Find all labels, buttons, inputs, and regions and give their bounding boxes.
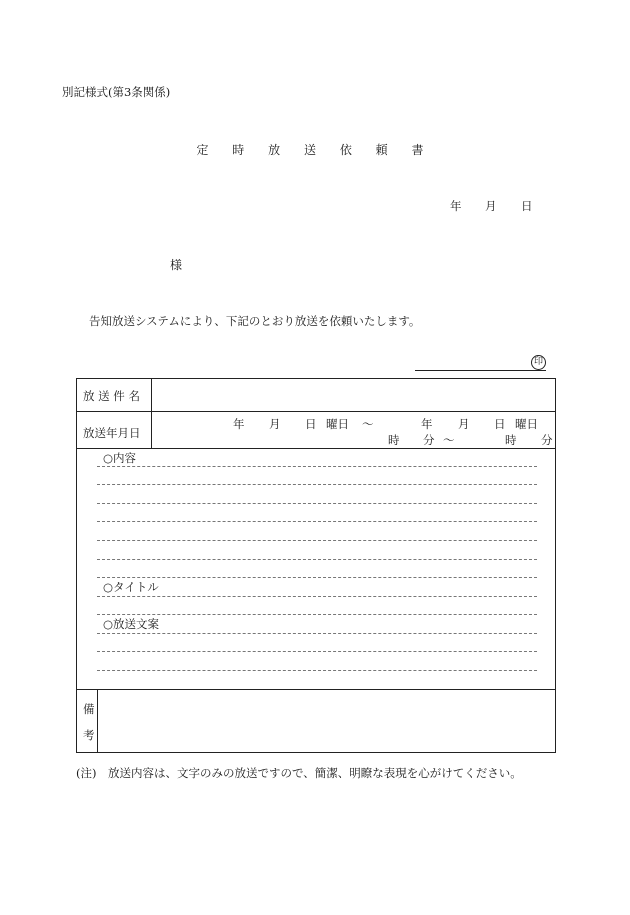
remarks-field[interactable] — [99, 691, 553, 751]
label-column-divider — [151, 379, 152, 448]
content-heading: ○内容 — [103, 451, 137, 465]
datetime-month-1: 月 — [269, 417, 281, 431]
footnote: (注) 放送内容は、文字のみの放送ですので、簡潔、明瞭な表現を心がけてください。 — [76, 766, 522, 780]
title-char: 定 — [196, 143, 209, 157]
content-line[interactable] — [97, 521, 537, 522]
datetime-minute-2: 分 — [541, 433, 553, 447]
datetime-month-2: 月 — [458, 417, 470, 431]
remarks-column-divider — [97, 689, 98, 752]
content-line[interactable] — [97, 540, 537, 541]
row-divider — [77, 448, 555, 449]
datetime-field[interactable] — [153, 413, 553, 447]
datetime-weekday-1: 曜日 — [326, 417, 349, 431]
datetime-label: 放送年月日 — [83, 426, 141, 440]
content-line[interactable] — [97, 466, 537, 467]
datetime-minute-1: 分 — [423, 433, 435, 447]
datetime-hour-1: 時 — [388, 433, 400, 447]
content-line[interactable] — [97, 503, 537, 504]
script-heading: ○放送文案 — [103, 617, 160, 631]
form-label: 別記様式(第3条関係) — [62, 85, 171, 99]
title-char: 放 — [268, 143, 281, 157]
title-char: 依 — [339, 143, 352, 157]
row-divider — [77, 411, 555, 412]
title-line[interactable] — [97, 614, 537, 615]
title-char: 書 — [411, 143, 424, 157]
datetime-weekday-2: 曜日 — [515, 417, 538, 431]
content-line[interactable] — [97, 577, 537, 578]
title-line[interactable] — [97, 596, 537, 597]
datetime-hour-2: 時 — [505, 433, 517, 447]
datetime-year-2: 年 — [421, 417, 433, 431]
script-line[interactable] — [97, 651, 537, 652]
content-line[interactable] — [97, 484, 537, 485]
date-year-label: 年 — [450, 199, 462, 213]
seal-mark: 印 — [531, 355, 546, 370]
document-title — [0, 141, 630, 158]
datetime-year-1: 年 — [233, 417, 245, 431]
date-month-label: 月 — [485, 199, 497, 213]
subject-label: 放 送 件 名 — [83, 389, 140, 403]
datetime-day-1: 日 — [305, 417, 317, 431]
date-day-label: 日 — [521, 199, 533, 213]
datetime-tilde-2: 〜 — [443, 433, 455, 447]
title-char: 送 — [303, 143, 316, 157]
script-line[interactable] — [97, 633, 537, 634]
subject-field[interactable] — [153, 381, 553, 409]
script-line[interactable] — [97, 670, 537, 671]
applicant-signature-line[interactable] — [415, 370, 546, 371]
row-divider — [77, 689, 555, 690]
remarks-label-2: 考 — [83, 728, 95, 742]
datetime-day-2: 日 — [494, 417, 506, 431]
title-char: 頼 — [375, 143, 388, 157]
request-form-table — [76, 378, 556, 753]
recipient-suffix: 様 — [170, 258, 183, 272]
content-line[interactable] — [97, 559, 537, 560]
title-char: 時 — [232, 143, 245, 157]
datetime-tilde-1: 〜 — [362, 417, 374, 431]
title-heading: ○タイトル — [103, 580, 159, 594]
intro-text: 告知放送システムにより、下記のとおり放送を依頼いたします。 — [89, 314, 421, 328]
remarks-label-1: 備 — [83, 702, 95, 716]
